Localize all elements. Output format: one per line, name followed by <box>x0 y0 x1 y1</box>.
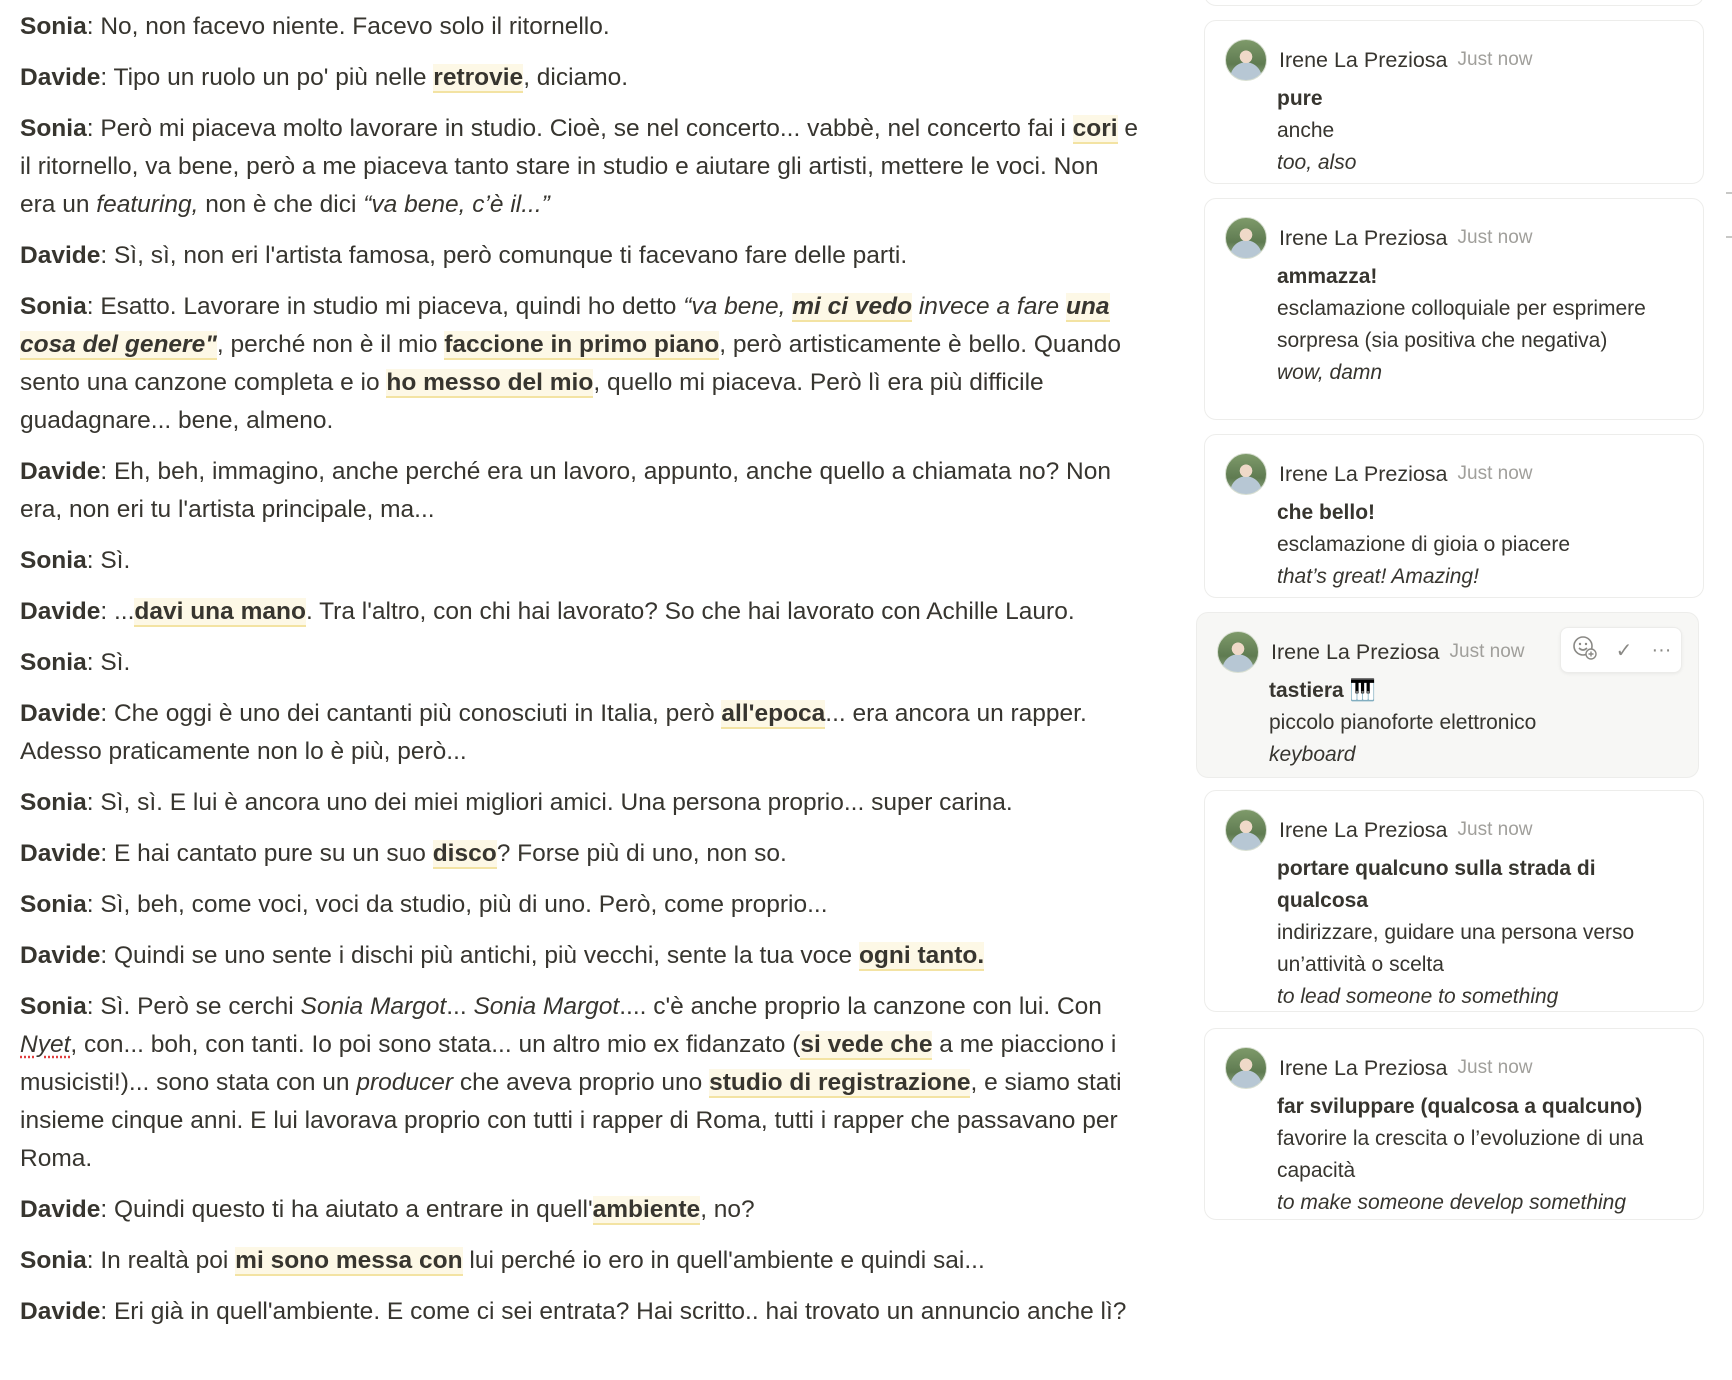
speaker-name: Sonia <box>20 13 87 40</box>
text-run: ... <box>446 993 474 1020</box>
comment-author[interactable]: Irene La Preziosa <box>1279 47 1448 72</box>
comment-term: ammazza! <box>1277 265 1378 288</box>
speaker-name: Sonia <box>20 649 87 676</box>
highlighted-phrase[interactable]: mi ci vedo <box>792 293 913 320</box>
transcript-paragraph <box>20 593 1140 631</box>
highlighted-phrase[interactable]: all'epoca <box>721 700 826 727</box>
transcript-paragraph <box>20 644 1140 682</box>
italic-text: featuring, <box>96 191 199 218</box>
comment-definition: favorire la crescita o l’evoluzione di una capacità <box>1277 1127 1644 1182</box>
text-run: : E hai cantato pure su un suo <box>100 840 433 867</box>
avatar[interactable] <box>1217 631 1259 673</box>
text-run: ? Forse più di uno, non so. <box>496 840 787 867</box>
italic-text: Sonia Margot <box>300 993 447 1020</box>
comment-card-partial <box>1204 0 1704 6</box>
comment-header <box>1225 1048 1533 1088</box>
text-run: : Sì, beh, come voci, voci da studio, più di uno. Però, come proprio... <box>86 891 828 918</box>
comment-card[interactable] <box>1204 790 1704 1012</box>
highlighted-phrase[interactable]: ogni tanto. <box>858 942 985 969</box>
highlighted-phrase[interactable]: faccione in primo piano <box>444 331 720 358</box>
highlighted-phrase[interactable]: retrovie <box>433 64 524 91</box>
comment-translation: wow, damn <box>1277 361 1383 384</box>
comment-timestamp: Just now <box>1457 463 1533 484</box>
comment-term: pure <box>1277 87 1323 110</box>
comment-translation: keyboard <box>1269 743 1356 766</box>
transcript-paragraph <box>20 59 1140 97</box>
comment-translation: too, also <box>1277 151 1357 174</box>
comment-author[interactable]: Irene La Preziosa <box>1271 639 1440 664</box>
text-run: : Sì. <box>86 547 131 574</box>
transcript-paragraph <box>20 542 1140 580</box>
speaker-name: Sonia <box>20 789 87 816</box>
comment-definition: piccolo pianoforte elettronico <box>1269 711 1537 734</box>
text-run: : In realtà poi <box>86 1247 236 1274</box>
comment-card[interactable] <box>1204 198 1704 420</box>
comment-timestamp: Just now <box>1457 819 1533 840</box>
text-run: , con... boh, con tanti. Io poi sono stata... un altro mio ex fidanzato ( <box>70 1031 801 1058</box>
comment-card[interactable] <box>1204 1028 1704 1220</box>
text-run: : Sì, sì, non eri l'artista famosa, però comunque ti facevano fare delle parti. <box>100 242 908 269</box>
text-run: : Quindi se uno sente i dischi più antichi, più vecchi, sente la tua voce <box>100 942 859 969</box>
highlighted-phrase[interactable]: si vede che <box>800 1031 933 1058</box>
highlighted-phrase[interactable]: una cosa del genere" <box>20 293 1110 358</box>
comment-body <box>1277 1091 1685 1219</box>
speaker-name: Sonia <box>20 547 87 574</box>
comment-definition: anche <box>1277 119 1335 142</box>
avatar[interactable] <box>1225 809 1267 851</box>
speaker-name: Sonia <box>20 1247 87 1274</box>
avatar[interactable] <box>1225 217 1267 259</box>
comment-actions <box>1560 627 1682 673</box>
comment-timestamp: Just now <box>1457 1057 1533 1078</box>
highlighted-phrase[interactable]: ho messo del mio <box>386 369 594 396</box>
text-run: , no? <box>700 1196 755 1223</box>
text-run: : Sì. Però se cerchi <box>86 993 301 1020</box>
text-run: : Quindi questo ti ha aiutato a entrare in quell' <box>100 1196 593 1223</box>
text-run: . Tra l'altro, con chi hai lavorato? So che hai lavorato con Achille Lauro. <box>305 598 1075 625</box>
speaker-name: Davide <box>20 700 101 727</box>
comment-translation: to make someone develop something <box>1277 1191 1627 1214</box>
comment-term: portare qualcuno sulla strada di qualcosa <box>1277 857 1596 912</box>
text-run: : No, non facevo niente. Facevo solo il ritornello. <box>86 13 610 40</box>
comment-author[interactable]: Irene La Preziosa <box>1279 225 1448 250</box>
speaker-name: Davide <box>20 598 101 625</box>
text-run: , perché non è il mio <box>216 331 445 358</box>
speaker-name: Davide <box>20 242 101 269</box>
speaker-name: Sonia <box>20 293 87 320</box>
speaker-name: Davide <box>20 942 101 969</box>
speaker-name: Sonia <box>20 891 87 918</box>
text-run: : ... <box>100 598 135 625</box>
text-run: : Esatto. Lavorare in studio mi piaceva, quindi ho detto <box>86 293 684 320</box>
comment-body <box>1269 675 1680 771</box>
transcript-paragraph <box>20 784 1140 822</box>
italic-text: invece a fare <box>912 293 1066 320</box>
speaker-name: Sonia <box>20 993 87 1020</box>
comment-term: far sviluppare (qualcosa a qualcuno) <box>1277 1095 1643 1118</box>
comment-author[interactable]: Irene La Preziosa <box>1279 817 1448 842</box>
comment-definition: indirizzare, guidare una persona verso un’attività o scelta <box>1277 921 1635 976</box>
comment-card[interactable] <box>1204 434 1704 598</box>
transcript-paragraph <box>20 288 1140 440</box>
highlighted-phrase[interactable]: ambiente <box>592 1196 701 1223</box>
text-run: : Tipo un ruolo un po' più nelle <box>100 64 434 91</box>
transcript-paragraph <box>20 937 1140 975</box>
comment-header <box>1225 40 1533 80</box>
comment-timestamp: Just now <box>1457 227 1533 248</box>
text-run: , quello mi piaceva. Però lì era più difficile guadagnare... bene, almeno. <box>20 369 1044 434</box>
speaker-name: Davide <box>20 1196 101 1223</box>
italic-text: “va bene, <box>683 293 793 320</box>
transcript-paragraph <box>20 453 1140 529</box>
transcript-paragraph <box>20 110 1140 224</box>
transcript-paragraph <box>20 988 1140 1178</box>
highlighted-phrase[interactable]: studio di registrazione <box>709 1069 971 1096</box>
text-run: , diciamo. <box>523 64 629 91</box>
italic-text: Sonia Margot <box>473 993 620 1020</box>
comment-definition: esclamazione di gioia o piacere <box>1277 533 1571 556</box>
text-run: : Però mi piaceva molto lavorare in studio. Cioè, se nel concerto... vabbè, nel concerto fai i <box>86 115 1073 142</box>
text-run: e il ritornello, va bene, però a me piaceva tanto stare in studio e aiutare gli artisti, mettere le voci. Non era un <box>20 115 1139 218</box>
transcript-paragraph <box>20 1242 1140 1280</box>
comment-header <box>1225 454 1533 494</box>
avatar[interactable] <box>1225 453 1267 495</box>
more-options-icon[interactable]: ··· <box>1651 638 1672 661</box>
speaker-name: Davide <box>20 64 101 91</box>
transcript-paragraph <box>20 886 1140 924</box>
text-run: .... c'è anche proprio la canzone con lui. Con <box>619 993 1102 1020</box>
highlighted-phrase[interactable]: disco <box>432 840 497 867</box>
avatar[interactable] <box>1225 39 1267 81</box>
speaker-name: Davide <box>20 1298 101 1325</box>
highlighted-phrase[interactable]: cori <box>1072 115 1118 142</box>
speaker-name: Davide <box>20 458 101 485</box>
italic-text: “va bene, c’è il...” <box>363 191 550 218</box>
text-run: a me piacciono i musicisti!)... sono stata con un <box>20 1031 1117 1096</box>
scroll-marker <box>1726 236 1732 238</box>
spellcheck-word[interactable]: Nyet <box>20 1031 71 1058</box>
text-run: lui perché io ero in quell'ambiente e quindi sai... <box>462 1247 985 1274</box>
avatar[interactable] <box>1225 1047 1267 1089</box>
speaker-name: Davide <box>20 840 101 867</box>
comment-card[interactable] <box>1196 612 1699 778</box>
comment-header <box>1225 810 1533 850</box>
comment-body <box>1277 497 1685 593</box>
comment-term: che bello! <box>1277 501 1376 524</box>
comment-author[interactable]: Irene La Preziosa <box>1279 1055 1448 1080</box>
transcript-paragraph <box>20 1293 1140 1331</box>
text-run: che aveva proprio uno <box>453 1069 710 1096</box>
scroll-marker <box>1726 192 1732 194</box>
comment-translation: to lead someone to something <box>1277 985 1559 1008</box>
comment-header <box>1217 632 1525 672</box>
italic-text: producer <box>356 1069 454 1096</box>
comment-body <box>1277 261 1685 389</box>
comment-author[interactable]: Irene La Preziosa <box>1279 461 1448 486</box>
transcript-paragraph <box>20 835 1140 873</box>
text-run: : Che oggi è uno dei cantanti più conosciuti in Italia, però <box>100 700 722 727</box>
transcript-paragraph <box>20 8 1140 46</box>
resolve-check-icon[interactable]: ✓ <box>1615 639 1633 662</box>
text-run: : Eh, beh, immagino, anche perché era un lavoro, appunto, anche quello a chiamata no? Non era, non eri tu l'artista principale, ma... <box>20 458 1111 523</box>
highlighted-phrase[interactable]: mi sono messa con <box>235 1247 463 1274</box>
transcript-paragraph <box>20 695 1140 771</box>
comments-sidebar <box>1190 0 1730 1380</box>
speaker-name: Sonia <box>20 115 87 142</box>
text-run: : Sì. <box>86 649 131 676</box>
text-run: : Sì, sì. E lui è ancora uno dei miei migliori amici. Una persona proprio... super carina. <box>86 789 1013 816</box>
document-body[interactable] <box>20 8 1140 1344</box>
comment-body <box>1277 83 1685 179</box>
comment-definition: esclamazione colloquiale per esprimere sorpresa (sia positiva che negativa) <box>1277 297 1646 352</box>
text-run: : Eri già in quell'ambiente. E come ci sei entrata? Hai scritto.. hai trovato un annuncio anche lì? <box>100 1298 1127 1325</box>
comment-body <box>1277 853 1685 1013</box>
text-run: ... era ancora un rapper. Adesso praticamente non lo è più, però... <box>20 700 1087 765</box>
add-reaction-icon[interactable] <box>1571 634 1597 666</box>
transcript-paragraph <box>20 237 1140 275</box>
transcript-paragraph <box>20 1191 1140 1229</box>
comment-header <box>1225 218 1533 258</box>
highlighted-phrase[interactable]: davi una mano <box>134 598 306 625</box>
comment-term: tastiera 🎹 <box>1269 679 1376 702</box>
text-run: , e siamo stati insieme cinque anni. E lui lavorava proprio con tutti i rapper di Roma, tutti i rapper che passavano per Roma. <box>20 1069 1122 1172</box>
text-run: non è che dici <box>198 191 364 218</box>
comment-card[interactable] <box>1204 20 1704 184</box>
comment-translation: that’s great! Amazing! <box>1277 565 1479 588</box>
text-run: , però artisticamente è bello. Quando sento una canzone completa e io <box>20 331 1122 396</box>
comment-timestamp: Just now <box>1449 641 1525 662</box>
comment-timestamp: Just now <box>1457 49 1533 70</box>
